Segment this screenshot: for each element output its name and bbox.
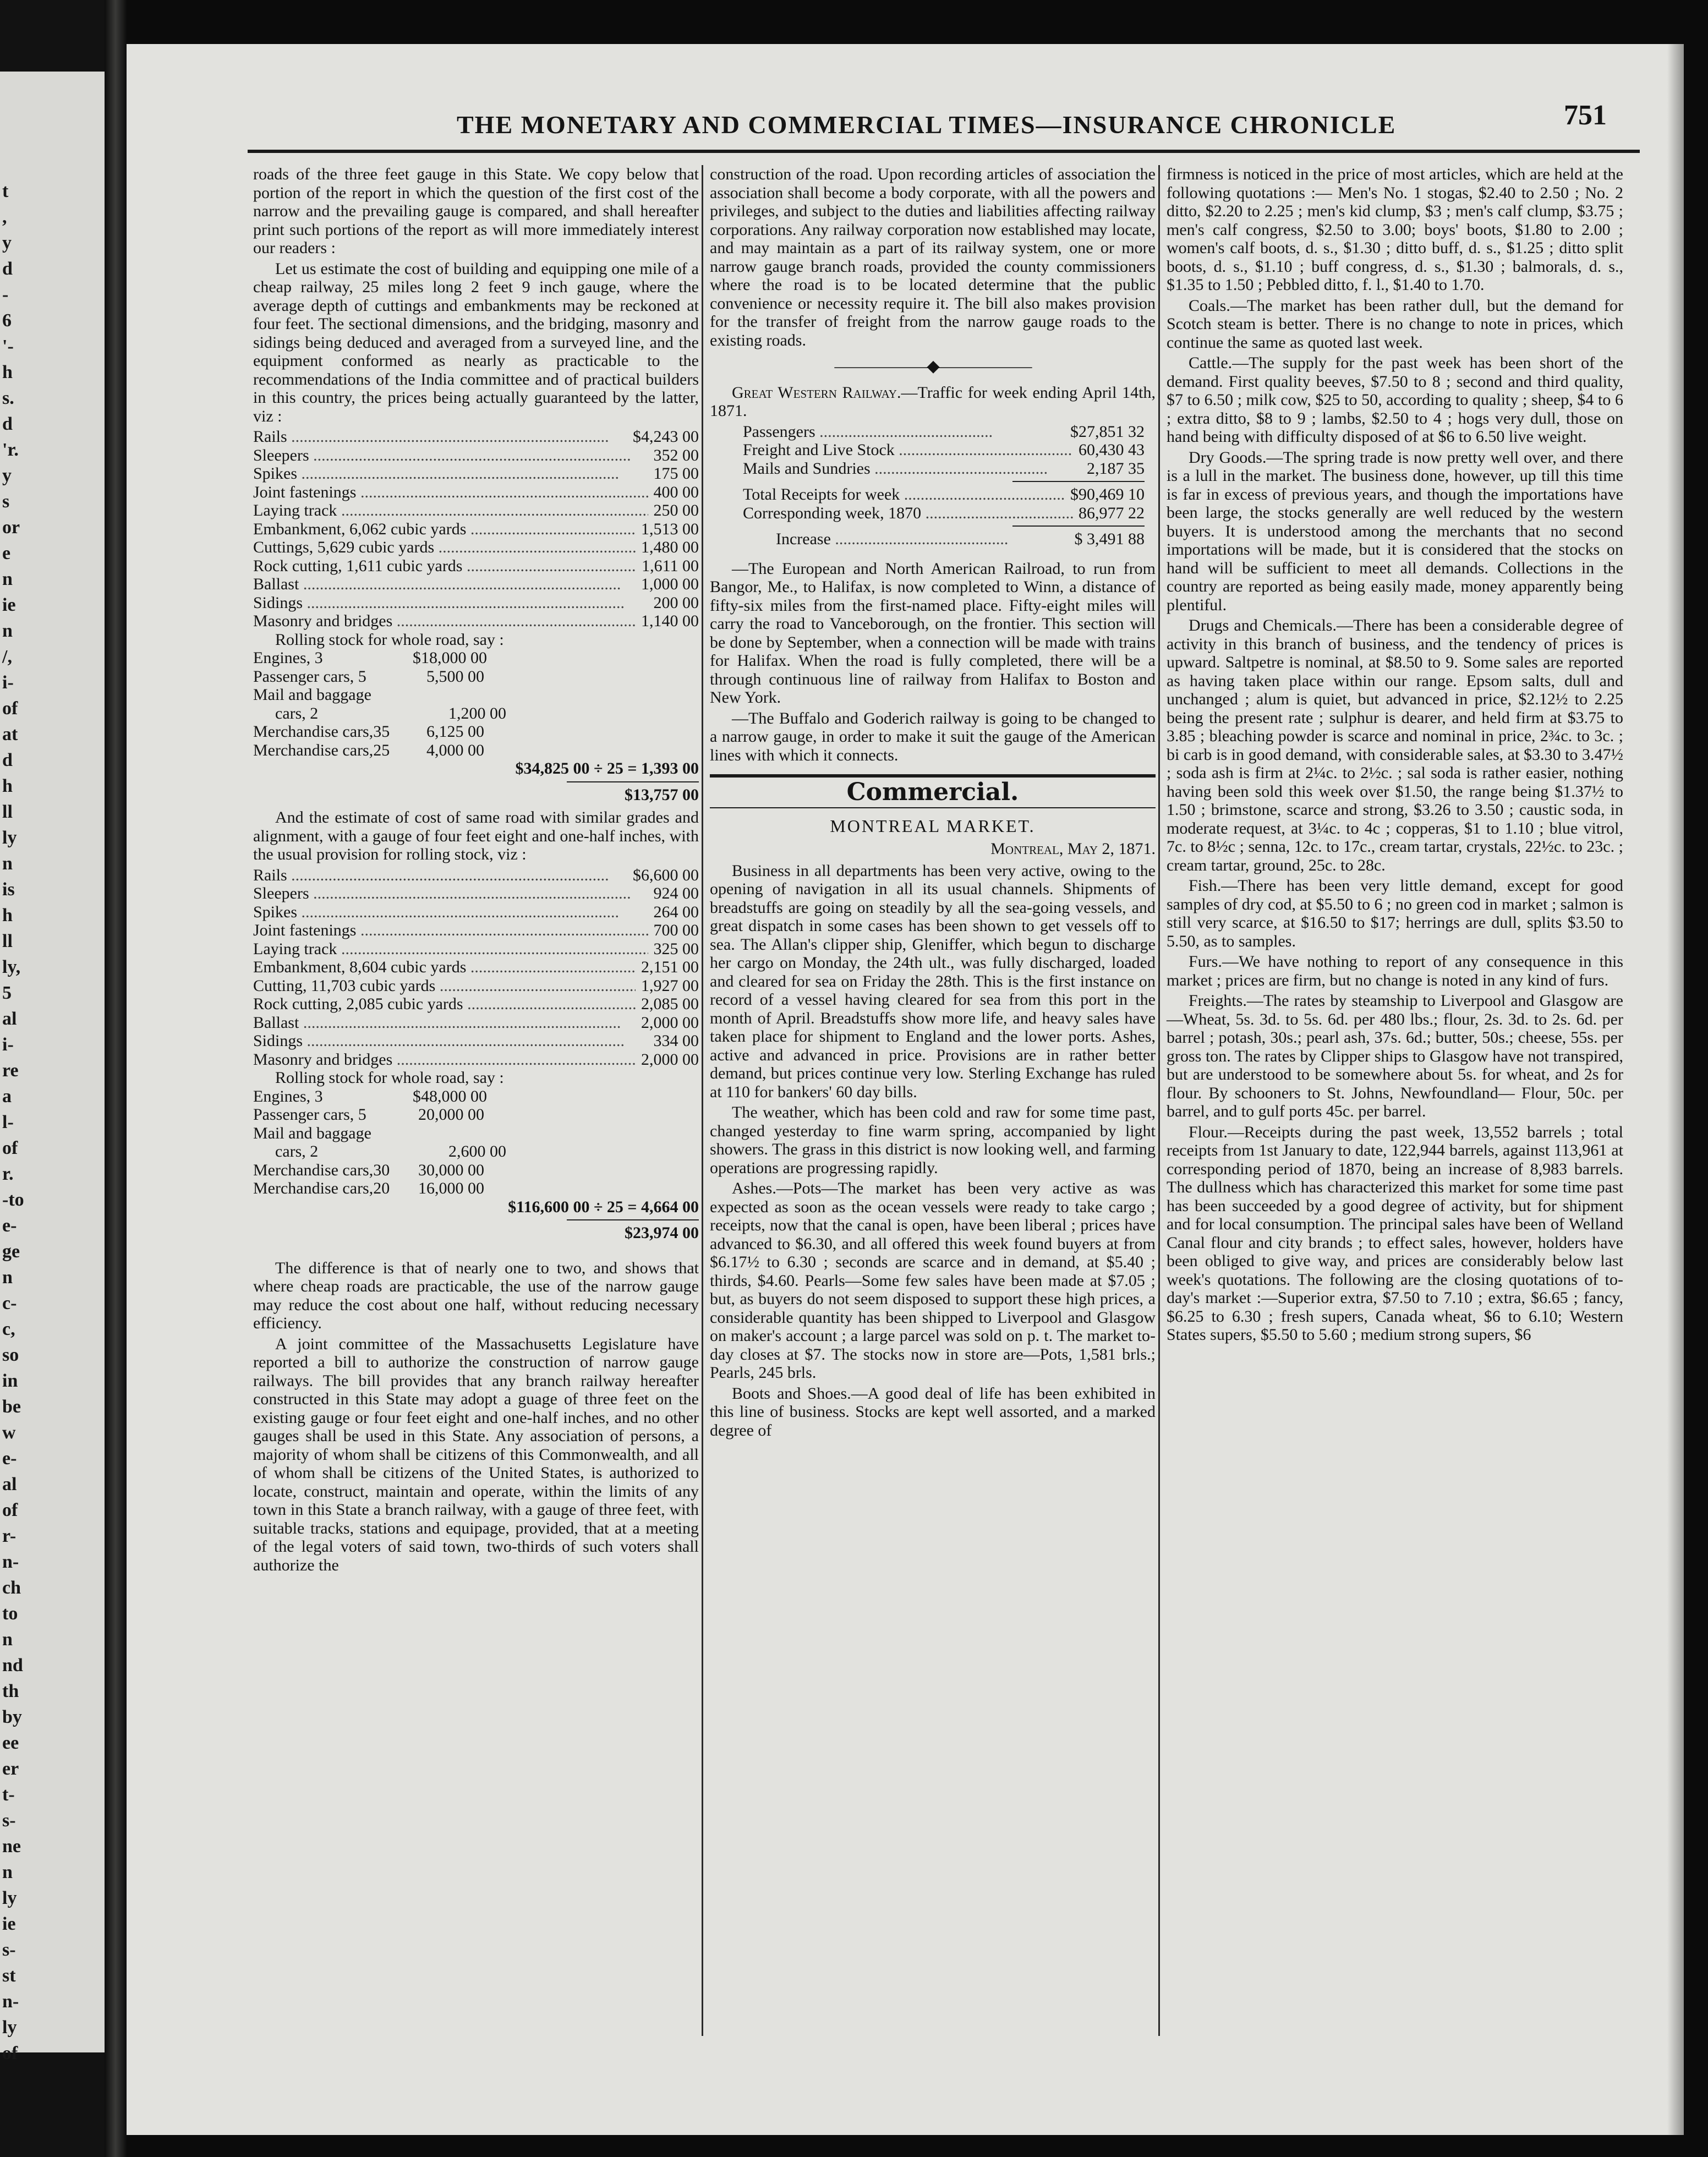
adjacent-page bbox=[0, 72, 105, 2063]
row-label: Merchandise cars,20 bbox=[253, 1179, 390, 1197]
paragraph: construction of the road. Upon recording articles of association the association shall become a body corporate, with all the powers and privileges, and subject to the duties and liabilities affecting railway corporations. Any railway corporation now established may locate, and may maintain as a part of its railway system, one or more narrow gauge branch roads, provided the county commissioners where the road is to be located determine that the public convenience or necessity require it. The bill also makes provision for the transfer of freight from the narrow gauge roads to the existing roads. bbox=[710, 165, 1156, 349]
adjacent-text-fragment: n bbox=[2, 1629, 13, 1650]
row-label: Rock cutting, 1,611 cubic yards ..... bbox=[253, 557, 636, 576]
paragraph: Let us estimate the cost of building and equipping one mile of a cheap railway, 25 miles long 2 feet 9 inch gauge, where the average depth of cuttings and embankments may be reckoned at four feet. The sectional dimensions, and the bridging, masonry and sidings being deduced and averaged from a surveyed line, and the equipment conformed as nearly as practicable to the recommendations of the India committee and of practical builders in this country, the prices being actually guaranteed by the latter, viz : bbox=[253, 259, 699, 425]
adjacent-text-fragment: l- bbox=[2, 1112, 14, 1132]
row-amount: 924 00 bbox=[653, 884, 699, 902]
rolling-stock-label: Rolling stock for whole road, say : bbox=[275, 630, 504, 649]
table-row bbox=[253, 1014, 699, 1032]
page-header-title: THE MONETARY AND COMMERCIAL TIMES—INSURANCE CHRONICLE bbox=[457, 111, 1397, 139]
adjacent-text-fragment: ly bbox=[2, 828, 17, 848]
column-1 bbox=[253, 165, 699, 1576]
cost-table-standard-gauge bbox=[253, 866, 699, 1069]
row-label: Passengers ..... bbox=[743, 423, 1065, 441]
table-row bbox=[253, 741, 699, 760]
row-amount: 4,000 00 bbox=[426, 741, 484, 759]
row-amount: 60,430 43 bbox=[1079, 441, 1145, 459]
adjacent-text-fragment: e- bbox=[2, 1216, 17, 1236]
table-row bbox=[253, 1161, 699, 1180]
traffic-totals bbox=[743, 485, 1145, 522]
adjacent-text-fragment: al bbox=[2, 1009, 17, 1029]
table-row bbox=[253, 649, 699, 667]
adjacent-text-fragment: ie bbox=[2, 1914, 16, 1934]
traffic-table bbox=[743, 423, 1145, 478]
row-label: Engines, 3 bbox=[253, 649, 323, 667]
section-rule bbox=[710, 807, 1156, 808]
adjacent-text-fragment: 5 bbox=[2, 983, 12, 1003]
table-row bbox=[253, 940, 699, 959]
cost-table-narrow-gauge bbox=[253, 428, 699, 631]
row-label: Cuttings, 5,629 cubic yards ..... bbox=[253, 538, 636, 557]
row-amount: 1,611 00 bbox=[642, 556, 699, 575]
row-amount: 5,500 00 bbox=[426, 667, 484, 686]
row-amount: 264 00 bbox=[653, 902, 699, 921]
row-label: Masonry and bridges ..... bbox=[253, 1050, 636, 1069]
column-3 bbox=[1167, 165, 1623, 1346]
table-row bbox=[253, 722, 699, 741]
sum-rule bbox=[1012, 525, 1145, 527]
adjacent-text-fragment: h bbox=[2, 776, 13, 796]
row-label: Embankment, 6,062 cubic yards ..... bbox=[253, 520, 636, 539]
row-amount: $4,243 00 bbox=[633, 428, 699, 446]
paragraph: The difference is that of nearly one to two, and shows that where cheap roads are practicable, the use of the narrow gauge may reduce the cost about one half, without reducing necessary efficiency. bbox=[253, 1258, 699, 1332]
row-amount: 30,000 00 bbox=[418, 1160, 484, 1179]
adjacent-text-fragment: nd bbox=[2, 1655, 23, 1676]
dateline: Montreal, May 2, 1871. bbox=[990, 840, 1156, 858]
rolling-stock-label: Rolling stock for whole road, say : bbox=[275, 1069, 504, 1087]
row-amount: 1,200 00 bbox=[448, 704, 506, 722]
row-label: Merchandise cars,25 bbox=[253, 741, 390, 759]
sum-rule bbox=[567, 1219, 699, 1220]
row-amount: 250 00 bbox=[653, 501, 699, 519]
adjacent-text-fragment: st bbox=[2, 1966, 16, 1986]
row-amount: 334 00 bbox=[653, 1032, 699, 1050]
paragraph: Business in all departments has been very active, owing to the opening of navigation in all its usual channels. Shipments of breadstuffs are going on steadily by all the sea-going vessels, and great dispatch in some cases has been shown to get vessels off to sea. The Allan's clipper ship, Gleniffer, which begun to discharge her cargo on Monday, the 24th ult., was fully discharged, loaded and cleared for sea on Friday the 28th. This is the first instance on record of a vessel having cleared for sea from this port in the month of April. Breadstuffs show more life, and heavy sales have taken place for shipment to England and the lower ports. Ashes, active and advanced in price. Provisions are in rather better demand, but prices continue very low. Sterling Exchange has ruled at 110 for bankers' 60 day bills. bbox=[710, 861, 1156, 1101]
table-row bbox=[253, 446, 699, 465]
row-amount: 2,151 00 bbox=[641, 958, 699, 976]
rolling-stock-table bbox=[253, 649, 699, 759]
section-heading: Commercial. bbox=[846, 778, 1019, 806]
adjacent-text-fragment: 6 bbox=[2, 310, 12, 331]
adjacent-text-fragment: to bbox=[2, 1603, 18, 1624]
adjacent-text-fragment: i- bbox=[2, 1034, 14, 1055]
header-rule bbox=[248, 150, 1640, 153]
adjacent-text-fragment: th bbox=[2, 1681, 19, 1701]
table-row bbox=[253, 1124, 699, 1143]
adjacent-text-fragment: e bbox=[2, 543, 11, 563]
row-label: Rails ..... bbox=[253, 866, 627, 885]
adjacent-text-fragment: ll bbox=[2, 802, 13, 822]
adjacent-text-fragment: ie bbox=[2, 595, 16, 615]
row-label: Merchandise cars,35 bbox=[253, 722, 390, 741]
row-label: Passenger cars, 5 bbox=[253, 1105, 366, 1124]
table-row bbox=[253, 1105, 699, 1124]
adjacent-text-fragment: i- bbox=[2, 672, 14, 693]
adjacent-text-fragment: t- bbox=[2, 1784, 15, 1805]
adjacent-text-fragment: n bbox=[2, 853, 13, 874]
table-row bbox=[253, 520, 699, 539]
paragraph: Coals.—The market has been rather dull, but the demand for Scotch steam is better. There is no change to note in prices, which continue the same as quoted last week. bbox=[1167, 296, 1623, 352]
table-row bbox=[253, 1142, 699, 1161]
row-label: Laying track ..... bbox=[253, 940, 648, 959]
paragraph: roads of the three feet gauge in this State. We copy below that portion of the report in which the question of the first cost of the narrow and the prevailing gauge is compared, and shall hereafter print such portions of the report as will more immediately interest our readers : bbox=[253, 165, 699, 257]
row-label: Sidings ..... bbox=[253, 594, 648, 612]
adjacent-text-fragment: 'r. bbox=[2, 440, 19, 460]
adjacent-text-fragment: in bbox=[2, 1371, 18, 1391]
table-row bbox=[253, 1032, 699, 1050]
row-label: Ballast ..... bbox=[253, 1014, 636, 1032]
row-amount: 2,085 00 bbox=[641, 995, 699, 1013]
row-label: Cutting, 11,703 cubic yards ..... bbox=[253, 977, 636, 995]
paragraph: —The Buffalo and Goderich railway is going to be changed to a narrow gauge, in order to make it suit the gauge of the American lines with which it connects. bbox=[710, 709, 1156, 764]
row-label: Sleepers ..... bbox=[253, 884, 648, 903]
paragraph: —The European and North American Railroad, to run from Bangor, Me., to Halifax, is now completed to Winn, a distance of fifty-six miles from the first-named place. Fifty-eight miles will carry the road to Vanceborough, on the frontier. This section will be done by September, when a connection will be made with trains for Halifax. When the road is fully completed, there will be a through continuous line of railway from Halifax to Boston and New York. bbox=[710, 559, 1156, 707]
table-row bbox=[253, 667, 699, 686]
page-number: 751 bbox=[1564, 100, 1607, 131]
paragraph: Flour.—Receipts during the past week, 13,552 barrels ; total receipts from 1st January to date, 122,944 barrels, against 113,961 at corresponding period of 1870, being an increase of 8,983 barrels. The dullness which has characterized this market for some time past has been succeeded by a good degree of activity, but for shipment and for local consumption. The principal sales have been of Welland Canal flour and city brands ; to effect sales, however, holders have been obliged to give way, and prices are considerably below last week's quotations. The following are the closing quotations of to-day's market :—Superior extra, $7.50 to 7.10 ; extra, $6.65 ; fancy, $6.25 to 6.30 ; fresh supers, Canada wheat, $6 to 6.10; Western States supers, $5.50 to 5.60 ; medium strong supers, $6 bbox=[1167, 1123, 1623, 1344]
table-row bbox=[253, 958, 699, 977]
adjacent-text-fragment: h bbox=[2, 362, 13, 382]
table-row bbox=[253, 686, 699, 704]
row-amount: 1,140 00 bbox=[641, 612, 699, 630]
table-row bbox=[743, 423, 1145, 441]
increase-amount: $ 3,491 88 bbox=[1074, 530, 1145, 548]
table-row bbox=[253, 884, 699, 903]
row-amount: 1,513 00 bbox=[641, 519, 699, 538]
row-label: Masonry and bridges ..... bbox=[253, 612, 636, 631]
paragraph: Dry Goods.—The spring trade is now pretty well over, and there is a lull in the market. The business done, however, up till this time is far in excess of previous years, and though the importations have been large, the stocks generally are well reduced by the western buyers. It is understood among the merchants that no second importations will be made, but it is considered that the stocks on hand will be sufficient to meet all demands. Collections in the country are reported as being easily made, money apparently being plentiful. bbox=[1167, 448, 1623, 614]
table-row bbox=[253, 903, 699, 922]
row-label: cars, 2 bbox=[275, 704, 319, 722]
adjacent-text-fragment: at bbox=[2, 724, 18, 744]
row-label: Corresponding week, 1870 ..... bbox=[743, 504, 1073, 523]
row-amount: 2,000 00 bbox=[641, 1013, 699, 1032]
adjacent-text-fragment: ne bbox=[2, 1836, 21, 1857]
table-row bbox=[253, 501, 699, 520]
table-row bbox=[253, 977, 699, 995]
newspaper-page bbox=[127, 44, 1684, 2135]
paragraph: The weather, which has been cold and raw for some time past, changed yesterday to fine warm spring, accompanied by light showers. The grass in this district is now looking well, and farming operations are progressing rapidly. bbox=[710, 1103, 1156, 1177]
row-amount: 6,125 00 bbox=[426, 722, 484, 741]
row-amount: 2,000 00 bbox=[641, 1050, 699, 1069]
row-amount: 175 00 bbox=[653, 464, 699, 483]
adjacent-text-fragment: or bbox=[2, 517, 20, 538]
row-label: Mail and baggage bbox=[253, 1124, 371, 1142]
row-label: Total Receipts for week ..... bbox=[743, 485, 1065, 504]
row-amount: 1,927 00 bbox=[641, 976, 699, 995]
sum-rule bbox=[567, 781, 699, 782]
row-label: Mail and baggage bbox=[253, 686, 371, 704]
adjacent-text-fragment: '- bbox=[2, 336, 14, 357]
row-amount: 20,000 00 bbox=[418, 1105, 484, 1124]
row-label: Mails and Sundries ..... bbox=[743, 459, 1081, 478]
adjacent-text-fragment: s- bbox=[2, 1940, 16, 1960]
row-label: Engines, 3 bbox=[253, 1087, 323, 1105]
adjacent-text-fragment: n bbox=[2, 1267, 13, 1288]
adjacent-text-fragment: n bbox=[2, 569, 13, 589]
paragraph: Drugs and Chemicals.—There has been a considerable degree of activity in this branch of business, and the tendency of prices is upward. Saltpetre is nominal, at $8.50 to 9. Some sales are reported as having taken place within our range. Epsom salts, dull and unchanged ; alum is quiet, but advanced in price, $2.12½ to 2.25 being the present rate ; sulphur is dearer, and held firm at $3.75 to 3.85 ; bleaching powder is scarce and nominal in price, 2¾c. to 3c. ; bi carb is in good demand, with considerable sales, at $3.30 to 3.47½ ; soda ash is firm at 2¼c. to 2½c. ; sal soda is rather easier, nothing having been sold this week over $1.50, the range being $1.37½ to 1.50 ; brimstone, scarce and strong, $3.26 to 3.50 ; caustic soda, in moderate request, at 3¼c. to 4c ; copperas, $1 to 1.10 ; blue vitrol, 7c. to 8½c ; senna, 12c. to 17c., cream tartar, crystals, 22½c. to 23c. ; cream tartar, ground, 25c. to 28c. bbox=[1167, 616, 1623, 874]
row-amount: 352 00 bbox=[653, 446, 699, 464]
row-label: Freight and Live Stock ..... bbox=[743, 441, 1073, 459]
adjacent-text-fragment: w bbox=[2, 1422, 16, 1443]
row-label: Joint fastenings ..... bbox=[253, 921, 648, 940]
adjacent-text-fragment: of bbox=[2, 1500, 18, 1520]
table-row bbox=[253, 594, 699, 612]
adjacent-text-fragment: of bbox=[2, 698, 18, 719]
rolling-stock-total: $34,825 00 ÷ 25 = 1,393 00 bbox=[515, 759, 699, 778]
table-row bbox=[253, 612, 699, 631]
adjacent-text-fragment: n bbox=[2, 1862, 13, 1882]
adjacent-text-fragment: a bbox=[2, 1086, 12, 1107]
table-row bbox=[253, 557, 699, 576]
adjacent-text-fragment: ly bbox=[2, 2017, 17, 2038]
adjacent-text-fragment: t bbox=[2, 181, 9, 201]
table-row bbox=[253, 483, 699, 502]
section-rule bbox=[710, 774, 1156, 778]
adjacent-text-fragment: of bbox=[2, 1138, 18, 1158]
table-row bbox=[743, 459, 1145, 478]
adjacent-text-fragment: ch bbox=[2, 1578, 21, 1598]
table-row bbox=[253, 1087, 699, 1106]
row-amount bbox=[413, 686, 484, 704]
grand-total: $13,757 00 bbox=[625, 785, 699, 804]
row-label: Rock cutting, 2,085 cubic yards ..... bbox=[253, 995, 636, 1014]
paragraph: Ashes.—Pots—The market has been very active as was expected as soon as the ocean vessels were ready to take cargo ; receipts, now that the canal is open, have been liberal ; prices have advanced to $6.30, and all offered this week found buyers at from $6.17½ to 6.30 ; seconds are scarce and in demand, at $5.40 ; thirds, $4.60. Pearls—Some few sales have been made at $7.05 ; but, as buyers do not seem disposed to support these high prices, a considerable quantity has been shipped to Liverpool and Glasgow on maker's account ; a large parcel was sold on p. t. The market to-day closes at $7. The stocks now in store are—Pots, 1,581 brls.; Pearls, 245 brls. bbox=[710, 1179, 1156, 1382]
table-row bbox=[253, 538, 699, 557]
row-label: Passenger cars, 5 bbox=[253, 667, 366, 686]
adjacent-text-fragment: s- bbox=[2, 1810, 16, 1831]
row-label: Embankment, 8,604 cubic yards ..... bbox=[253, 958, 636, 977]
paragraph: firmness is noticed in the price of most articles, which are held at the following quotations :— Men's No. 1 stogas, $2.40 to 2.50 ; No. 2 ditto, $2.20 to 2.25 ; men's kid clump, $3 ; men's calf clump, $3.75 ; men's calf congress, $2.50 to 3.00; boys' boots, $1.80 to 2.00 ; women's calf boots, d. s., $1.30 ; ditto buff, d. s., $1.25 ; ditto split boots, d. s., $1.10 ; buff congress, d. s., $1.30 ; balmorals, d. s., $1.35 to 1.50 ; Pebbled ditto, f. l., $1.40 to 1.70. bbox=[1167, 165, 1623, 294]
adjacent-text-fragment: by bbox=[2, 1707, 22, 1727]
adjacent-text-fragment: n- bbox=[2, 1552, 19, 1572]
increase-label: Increase ..... bbox=[776, 530, 1069, 549]
adjacent-text-fragment: so bbox=[2, 1345, 19, 1365]
adjacent-text-fragment: s bbox=[2, 491, 10, 512]
row-label: Joint fastenings ..... bbox=[253, 483, 648, 502]
row-label: Rails ..... bbox=[253, 428, 627, 446]
table-row bbox=[743, 441, 1145, 459]
book-gutter bbox=[105, 0, 127, 2157]
adjacent-text-fragment: n- bbox=[2, 1991, 19, 2012]
table-row bbox=[253, 1050, 699, 1069]
row-label: Ballast ..... bbox=[253, 575, 636, 594]
adjacent-text-fragment: al bbox=[2, 1474, 17, 1494]
row-amount: $6,600 00 bbox=[633, 866, 699, 884]
table-row bbox=[253, 464, 699, 483]
adjacent-text-fragment: c, bbox=[2, 1319, 15, 1339]
row-label: Sleepers ..... bbox=[253, 446, 648, 465]
table-row bbox=[253, 575, 699, 594]
row-amount: 200 00 bbox=[653, 593, 699, 612]
adjacent-text-fragment: e- bbox=[2, 1448, 17, 1469]
paragraph: Furs.—We have nothing to report of any consequence in this market ; prices are firm, but no change is noted in any kind of furs. bbox=[1167, 952, 1623, 989]
row-amount: 2,187 35 bbox=[1087, 459, 1145, 478]
adjacent-text-fragment: ly bbox=[2, 1888, 17, 1908]
adjacent-text-fragment: er bbox=[2, 1759, 19, 1779]
grand-total: $23,974 00 bbox=[625, 1224, 699, 1242]
row-amount: 16,000 00 bbox=[418, 1179, 484, 1197]
table-row bbox=[743, 504, 1145, 523]
adjacent-text-fragment: - bbox=[2, 284, 9, 305]
adjacent-page-strip bbox=[0, 0, 116, 2157]
row-label: Spikes ..... bbox=[253, 903, 648, 922]
paragraph: Freights.—The rates by steamship to Liverpool and Glasgow are—Wheat, 5s. 3d. to 5s. 6d. per 480 lbs.; flour, 2s. 3d. to 2s. 6d. per barrel ; potash, 30s.; pearl ash, 37s. 6d.; butter, 50s.; cheese, 55s. per gross ton. The rates by Clipper ships to Glasgow have not transpired, but are understood to be somewhere about 5s. for wheat, and 2s for flour. By schooners to St. Johns, Newfoundland— Flour, 50c. per barrel, and to gulf ports 45c. per barrel. bbox=[1167, 992, 1623, 1120]
row-label: cars, 2 bbox=[275, 1142, 319, 1160]
row-label: Spikes ..... bbox=[253, 464, 648, 483]
adjacent-text-fragment: c- bbox=[2, 1293, 17, 1313]
table-row bbox=[253, 704, 699, 723]
adjacent-text-fragment: -to bbox=[2, 1190, 24, 1210]
column-divider bbox=[1158, 165, 1160, 2036]
adjacent-text-fragment: d bbox=[2, 414, 13, 434]
row-amount: 2,600 00 bbox=[448, 1142, 506, 1160]
adjacent-text-fragment: ge bbox=[2, 1241, 20, 1262]
table-row bbox=[253, 995, 699, 1014]
adjacent-text-fragment: ll bbox=[2, 931, 13, 951]
table-row bbox=[253, 428, 699, 446]
paragraph bbox=[710, 384, 1156, 420]
paragraph: And the estimate of cost of same road with similar grades and alignment, with a gauge of four feet eight and one-half inches, with the usual provision for rolling stock, viz : bbox=[253, 808, 699, 863]
adjacent-text-fragment: y bbox=[2, 466, 12, 486]
row-amount: $27,851 32 bbox=[1070, 422, 1145, 441]
adjacent-text-fragment: y bbox=[2, 233, 12, 253]
adjacent-text-fragment: h bbox=[2, 905, 13, 926]
column-2 bbox=[710, 165, 1156, 1442]
gwr-intro: —Traffic for week ending April 14th, 1871. bbox=[710, 383, 1156, 420]
table-row bbox=[253, 921, 699, 940]
row-label: Laying track ..... bbox=[253, 501, 648, 520]
traffic-increase bbox=[743, 530, 1145, 549]
sum-rule bbox=[1012, 481, 1145, 482]
row-amount: 1,480 00 bbox=[641, 538, 699, 556]
paragraph: Fish.—There has been very little demand, except for good samples of dry cod, at $5.50 to 6 ; no green cod in market ; salmon is still very scarce, at $16.50 to $17; herrings are dull, splits $3.50 to 5.50, as to samples. bbox=[1167, 877, 1623, 950]
adjacent-text-fragment: r- bbox=[2, 1526, 17, 1546]
row-amount: 86,977 22 bbox=[1079, 503, 1145, 522]
adjacent-text-fragment: is bbox=[2, 879, 15, 900]
row-label: Merchandise cars,30 bbox=[253, 1160, 390, 1179]
adjacent-text-fragment: be bbox=[2, 1397, 21, 1417]
paragraph: Boots and Shoes.—A good deal of life has been exhibited in this line of business. Stocks are kept well assorted, and a marked degree of bbox=[710, 1384, 1156, 1439]
adjacent-text-fragment: of bbox=[2, 2043, 18, 2063]
table-row bbox=[743, 485, 1145, 504]
row-amount: 1,000 00 bbox=[641, 575, 699, 593]
adjacent-text-fragment: s. bbox=[2, 388, 14, 408]
adjacent-text-fragment: ee bbox=[2, 1733, 19, 1753]
row-amount: $48,000 00 bbox=[413, 1087, 487, 1105]
column-divider bbox=[702, 165, 703, 2036]
table-row bbox=[253, 866, 699, 885]
gwr-heading: Great Western Railway. bbox=[732, 383, 901, 402]
adjacent-text-fragment: /, bbox=[2, 647, 12, 667]
adjacent-text-fragment: d bbox=[2, 259, 13, 279]
row-amount: $18,000 00 bbox=[413, 649, 487, 667]
adjacent-text-fragment: ly, bbox=[2, 957, 21, 977]
row-amount: $90,469 10 bbox=[1070, 485, 1145, 503]
row-amount: 400 00 bbox=[653, 483, 699, 501]
page-edge-shadow bbox=[1667, 44, 1684, 2135]
paragraph: Cattle.—The supply for the past week has been short of the demand. First quality beeves, $7.50 to 8 ; second and third quality, $7 to 6.50 ; milk cow, $25 to 50, according to quality ; sheep, $4 to 6 ; extra ditto, $8 to 9 ; lambs, $2.50 to 4 ; hogs very dull, those on hand being with difficulty disposed of at $6 to 6.50 live weight. bbox=[1167, 354, 1623, 446]
table-row bbox=[253, 1179, 699, 1198]
row-amount: 700 00 bbox=[653, 921, 699, 939]
adjacent-text-fragment: re bbox=[2, 1060, 19, 1081]
row-amount bbox=[413, 1124, 484, 1143]
rolling-stock-total: $116,600 00 ÷ 25 = 4,664 00 bbox=[508, 1197, 699, 1216]
adjacent-text-fragment: d bbox=[2, 750, 13, 770]
rolling-stock-table bbox=[253, 1087, 699, 1198]
row-amount: 325 00 bbox=[653, 939, 699, 958]
row-label: Sidings ..... bbox=[253, 1032, 648, 1050]
market-heading: MONTREAL MARKET. bbox=[830, 815, 1036, 836]
adjacent-text-fragment: n bbox=[2, 621, 13, 641]
adjacent-text-fragment: , bbox=[2, 207, 7, 227]
ornament-rule: ——————◆—————— bbox=[834, 357, 1031, 375]
paragraph: A joint committee of the Massachusetts Legislature have reported a bill to authorize the construction of narrow gauge railways. The bill provides that any branch railway hereafter constructed in this State may adopt a guage of three feet on the existing gauge or four feet eight and one-half inches, and no other gauges shall be used in this State. Any association of persons, a majority of whom shall be citizens of this Commonwealth, and all of whom shall be citizens of the United States, is authorized to locate, construct, maintain and operate, within the limits of any town in this State a branch railway, with a gauge of three feet, with suitable tracks, stations and equipage, provided, that at a meeting of the legal voters of said town, two-thirds of such voters shall authorize the bbox=[253, 1334, 699, 1574]
adjacent-text-fragment: r. bbox=[2, 1164, 14, 1184]
